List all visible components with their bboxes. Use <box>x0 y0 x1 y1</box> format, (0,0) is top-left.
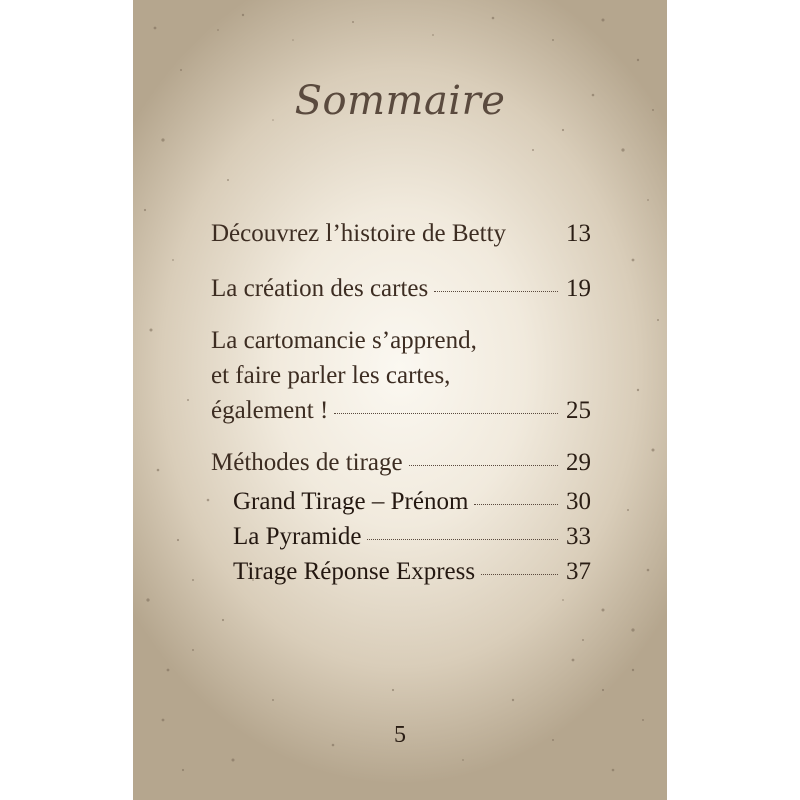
toc-entry <box>211 445 591 480</box>
leader-dots <box>434 291 558 292</box>
leader-dots <box>481 574 558 575</box>
leader-dots <box>474 504 558 505</box>
toc-entry-label: La création des cartes <box>211 275 429 302</box>
toc-subentry <box>211 554 591 589</box>
page-number: 5 <box>394 722 406 748</box>
book-page <box>133 0 667 800</box>
toc-entry-page: 33 <box>566 523 591 550</box>
toc-entry-page: 25 <box>566 397 591 424</box>
leader-dots <box>409 465 558 466</box>
leader-dots <box>367 539 558 540</box>
toc-entry-label-line: et faire parler les cartes, <box>211 362 451 389</box>
toc-subentry <box>211 484 591 519</box>
spacer <box>211 306 591 323</box>
spacer <box>211 251 591 271</box>
toc-entry-label: Tirage Réponse Express <box>233 558 476 585</box>
toc-entry-label: également ! <box>211 397 329 424</box>
toc-entry <box>211 393 591 428</box>
toc-entry-label: La Pyramide <box>233 523 362 550</box>
toc-entry-page: 29 <box>566 449 591 476</box>
spacer <box>211 428 591 445</box>
table-of-contents <box>211 216 591 589</box>
toc-entry-label: Méthodes de tirage <box>211 449 403 476</box>
toc-entry-label: Grand Tirage – Prénom <box>233 488 469 515</box>
toc-entry-page: 13 <box>566 220 591 247</box>
toc-entry-label-line: La cartomancie s’apprend, <box>211 327 477 354</box>
toc-entry-page: 30 <box>566 488 591 515</box>
leader-dots <box>334 413 558 414</box>
toc-subentry <box>211 519 591 554</box>
toc-entry <box>211 216 591 251</box>
toc-entry <box>211 271 591 306</box>
toc-entry-page: 37 <box>566 558 591 585</box>
page-title: Sommaire <box>294 78 506 124</box>
toc-entry-page: 19 <box>566 275 591 302</box>
toc-entry-label: Découvrez l’histoire de Betty <box>211 220 507 247</box>
